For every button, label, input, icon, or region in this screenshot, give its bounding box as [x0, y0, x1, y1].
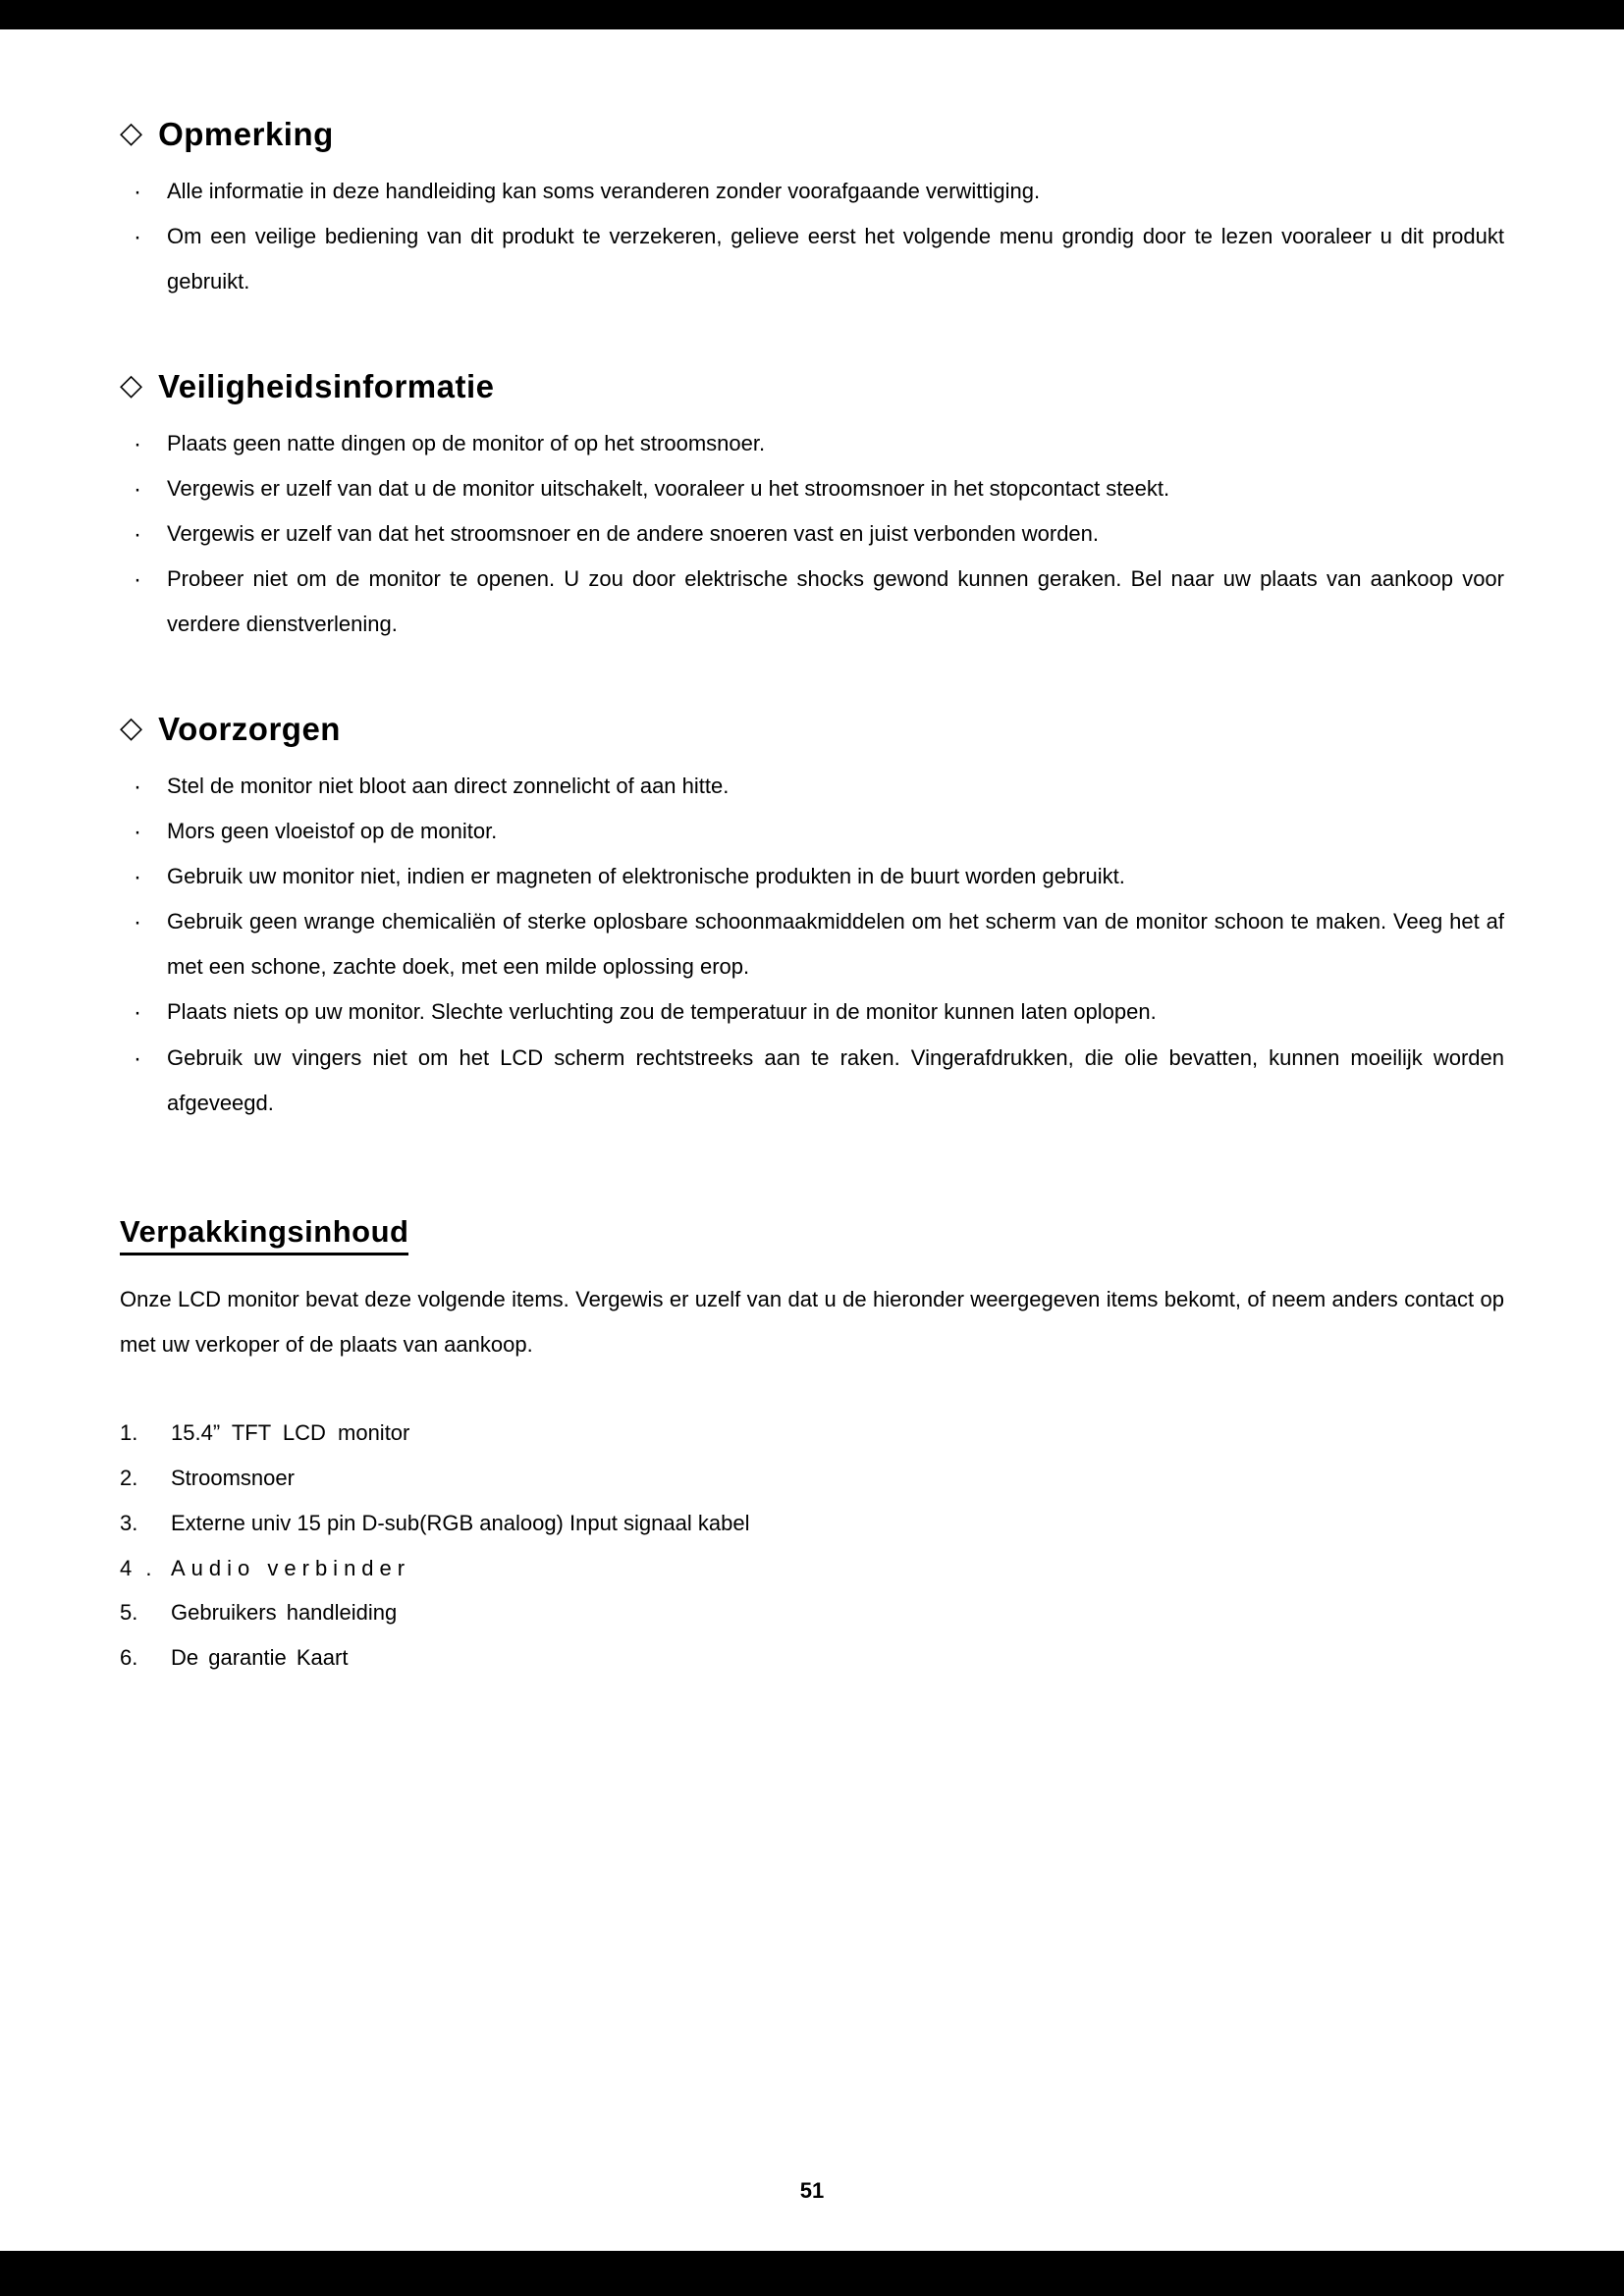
section-title: Opmerking [158, 116, 334, 152]
list-item [120, 1590, 1504, 1635]
section-heading [120, 368, 1504, 405]
packaging-intro: Onze LCD monitor bevat deze volgende items. Vergewis er uzelf van dat u de hieronder weergegeven items bekomt, of neem anders contact op met uw verkoper of de plaats van aankoop. [120, 1287, 1504, 1358]
list-item [120, 1635, 1504, 1681]
list-item-number: 6. [120, 1645, 138, 1671]
list-item-text: Stroomsnoer [171, 1466, 295, 1491]
list-item [120, 1456, 1504, 1501]
section-verpakkingsinhoud [120, 1189, 1504, 1681]
section-heading [120, 116, 1504, 153]
packaging-title: Verpakkingsinhoud [120, 1214, 408, 1255]
bullet-item: · Gebruik geen wrange chemicaliën of sterke oplosbare schoonmaakmiddelen om het scherm van de monitor schoon te maken. Veeg het af met een schone, zachte doek, met een milde oplossing erop. [120, 899, 1504, 989]
bullet-item: · Probeer niet om de monitor te openen. U zou door elektrische shocks gewond kunnen geraken. Bel naar uw plaats van aankoop voor verdere dienstverlening. [120, 557, 1504, 647]
list-item [120, 1411, 1504, 1456]
top-black-bar [0, 0, 1624, 29]
packaging-list [120, 1411, 1504, 1681]
diamond-icon: ◇ [120, 116, 143, 150]
page-number: 51 [799, 2178, 825, 2203]
diamond-icon: ◇ [120, 367, 143, 402]
bullet-item: · Vergewis er uzelf van dat u de monitor uitschakelt, vooraleer u het stroomsnoer in het stopcontact steekt. [120, 466, 1504, 511]
section-voorzorgen [120, 711, 1504, 1127]
list-item-text: De garantie Kaart [171, 1645, 349, 1671]
list-item-number: 4 . [120, 1555, 156, 1580]
section-veiligheidsinformatie [120, 368, 1504, 648]
list-item-number: 1. [120, 1420, 138, 1446]
section-title: Veiligheidsinformatie [158, 367, 495, 404]
bullet-item: · Plaats geen natte dingen op de monitor of op het stroomsnoer. [120, 421, 1504, 466]
list-item-text: Audio verbinder [171, 1555, 411, 1580]
list-item-number: 5. [120, 1600, 138, 1626]
bullet-item: · Vergewis er uzelf van dat het stroomsnoer en de andere snoeren vast en juist verbonden worden. [120, 511, 1504, 557]
section-opmerking [120, 116, 1504, 305]
list-item-text: 15.4” TFT LCD monitor [171, 1420, 410, 1446]
section-heading [120, 711, 1504, 748]
list-item-text: Gebruikers handleiding [171, 1600, 398, 1626]
section-title: Voorzorgen [158, 710, 341, 747]
bullet-item: · Gebruik uw monitor niet, indien er magneten of elektronische produkten in de buurt worden gebruikt. [120, 854, 1504, 899]
list-item [120, 1501, 1504, 1546]
list-item-number: 3. [120, 1510, 138, 1535]
list-item-number: 2. [120, 1466, 138, 1491]
bottom-black-bar [0, 2251, 1624, 2296]
diamond-icon: ◇ [120, 710, 143, 745]
bullet-item: · Stel de monitor niet bloot aan direct zonnelicht of aan hitte. [120, 764, 1504, 809]
bullet-item: · Gebruik uw vingers niet om het LCD scherm rechtstreeks aan te raken. Vingerafdrukken, die olie bevatten, kunnen moeilijk worden afgeveegd. [120, 1036, 1504, 1126]
bullet-item: · Plaats niets op uw monitor. Slechte verluchting zou de temperatuur in de monitor kunnen laten oplopen. [120, 989, 1504, 1035]
bullet-item: · Mors geen vloeistof op de monitor. [120, 809, 1504, 854]
list-item-text: Externe univ 15 pin D-sub(RGB analoog) Input signaal kabel [171, 1510, 750, 1535]
bullet-item: · Alle informatie in deze handleiding kan soms veranderen zonder voorafgaande verwittiging. [120, 169, 1504, 214]
bullet-item: · Om een veilige bediening van dit produkt te verzekeren, gelieve eerst het volgende menu grondig door te lezen vooraleer u dit produkt gebruikt. [120, 214, 1504, 304]
list-item [120, 1546, 1504, 1591]
